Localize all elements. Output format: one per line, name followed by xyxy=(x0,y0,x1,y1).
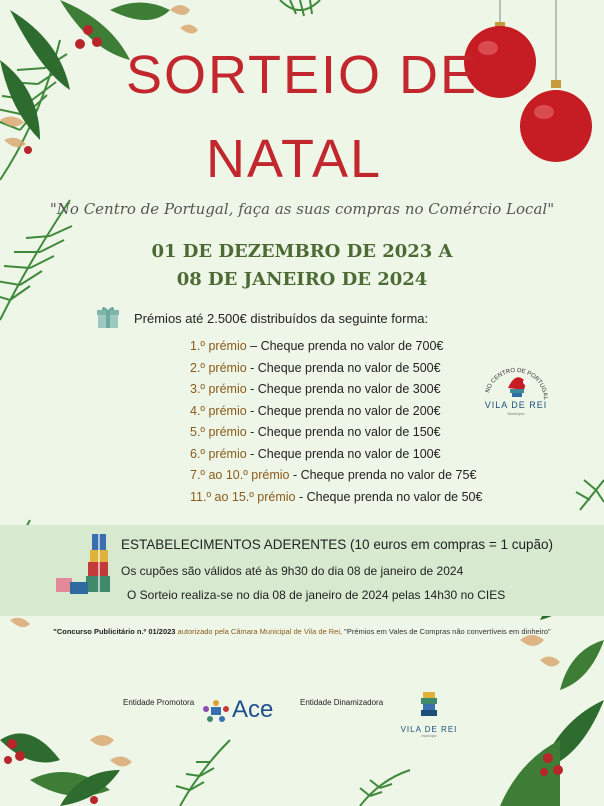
list-item xyxy=(190,379,482,401)
prize-rank: 11.º ao 15.º prémio xyxy=(190,489,296,504)
gift-box-icon xyxy=(96,305,120,329)
prize-rank: 6.º prémio xyxy=(190,446,247,461)
prize-description: - Cheque prenda no valor de 150€ xyxy=(246,425,441,439)
prize-description: - Cheque prenda no valor de 200€ xyxy=(246,403,441,418)
prize-rank: 5.º prémio xyxy=(190,425,247,439)
seal-name: VILA DE REI xyxy=(484,400,548,410)
prize-list xyxy=(190,336,482,508)
prize-description: – Cheque prenda no valor de 700€ xyxy=(246,339,444,353)
legal-notice-authority: autorizado pela Câmara Municipal de Vila de Rei, xyxy=(175,627,343,636)
legal-notice-end: "Prémios em Vales de Compras não convertíveis em dinheiro" xyxy=(342,627,551,636)
list-item xyxy=(190,336,482,358)
right-pine-branch-icon xyxy=(576,480,604,510)
prize-description: - Cheque prenda no valor de 300€ xyxy=(246,382,441,396)
prize-description: - Cheque prenda no valor de 50€ xyxy=(295,489,483,504)
ace-logo-text: Ace xyxy=(232,696,274,723)
list-item xyxy=(190,444,482,466)
prize-rank: 4.º prémio xyxy=(190,403,247,418)
prize-rank: 7.º ao 10.º prémio xyxy=(190,468,290,482)
list-item xyxy=(190,465,482,487)
promoter-label: Entidade Promotora xyxy=(123,698,195,707)
coupons-validity: Os cupões são válidos até às 9h30 do dia 08 de janeiro de 2024 xyxy=(121,564,464,578)
seal-sub: Município xyxy=(507,411,525,416)
list-item xyxy=(190,358,482,380)
vila-de-rei-seal xyxy=(478,360,554,436)
prize-rank: 3.º prémio xyxy=(190,382,247,396)
establishments-heading: ESTABELECIMENTOS ADERENTES (10 euros em compras = 1 cupão) xyxy=(121,537,554,552)
footer-logo-name: VILA DE REI xyxy=(400,725,458,734)
prize-description: - Cheque prenda no valor de 100€ xyxy=(246,446,441,461)
prize-rank: 2.º prémio xyxy=(190,360,247,375)
santa-hat-icon xyxy=(508,377,529,397)
list-item xyxy=(190,401,482,423)
prize-description: - Cheque prenda no valor de 75€ xyxy=(289,468,477,482)
legal-notice xyxy=(0,627,604,636)
ace-logo xyxy=(202,696,274,728)
list-item xyxy=(190,422,482,444)
draw-info: O Sorteio realiza-se no dia 08 de janeiro de 2024 pelas 14h30 no CIES xyxy=(127,588,506,602)
prize-rank: 1.º prémio xyxy=(190,339,247,353)
tagline: "No Centro de Portugal, faça as suas compras no Comércio Local" xyxy=(49,200,555,218)
date-range-line-1: 01 DE DEZEMBRO DE 2023 A xyxy=(151,241,453,262)
vila-de-rei-logo-mark-icon xyxy=(419,692,439,720)
date-range xyxy=(0,238,604,294)
legal-notice-bold: "Concurso Publicitário n.º 01/2023 xyxy=(53,627,176,636)
gift-stack-icon xyxy=(54,532,114,602)
dinamizer-label: Entidade Dinamizadora xyxy=(300,698,384,707)
date-range-line-2: 08 DE JANEIRO DE 2024 xyxy=(176,269,428,290)
ace-logo-mark-icon xyxy=(202,699,230,723)
title-line-2: NATAL xyxy=(205,129,383,189)
title-line-1: SORTEIO DE xyxy=(125,45,479,105)
list-item xyxy=(190,487,482,509)
prizes-intro: Prémios até 2.500€ distribuídos da seguinte forma: xyxy=(134,311,429,326)
vila-de-rei-footer-logo xyxy=(400,692,458,738)
footer-logo-sub: município xyxy=(421,734,437,738)
seal-top-text: NO CENTRO DE PORTUGAL xyxy=(485,367,549,401)
prize-description: - Cheque prenda no valor de 500€ xyxy=(246,360,441,375)
